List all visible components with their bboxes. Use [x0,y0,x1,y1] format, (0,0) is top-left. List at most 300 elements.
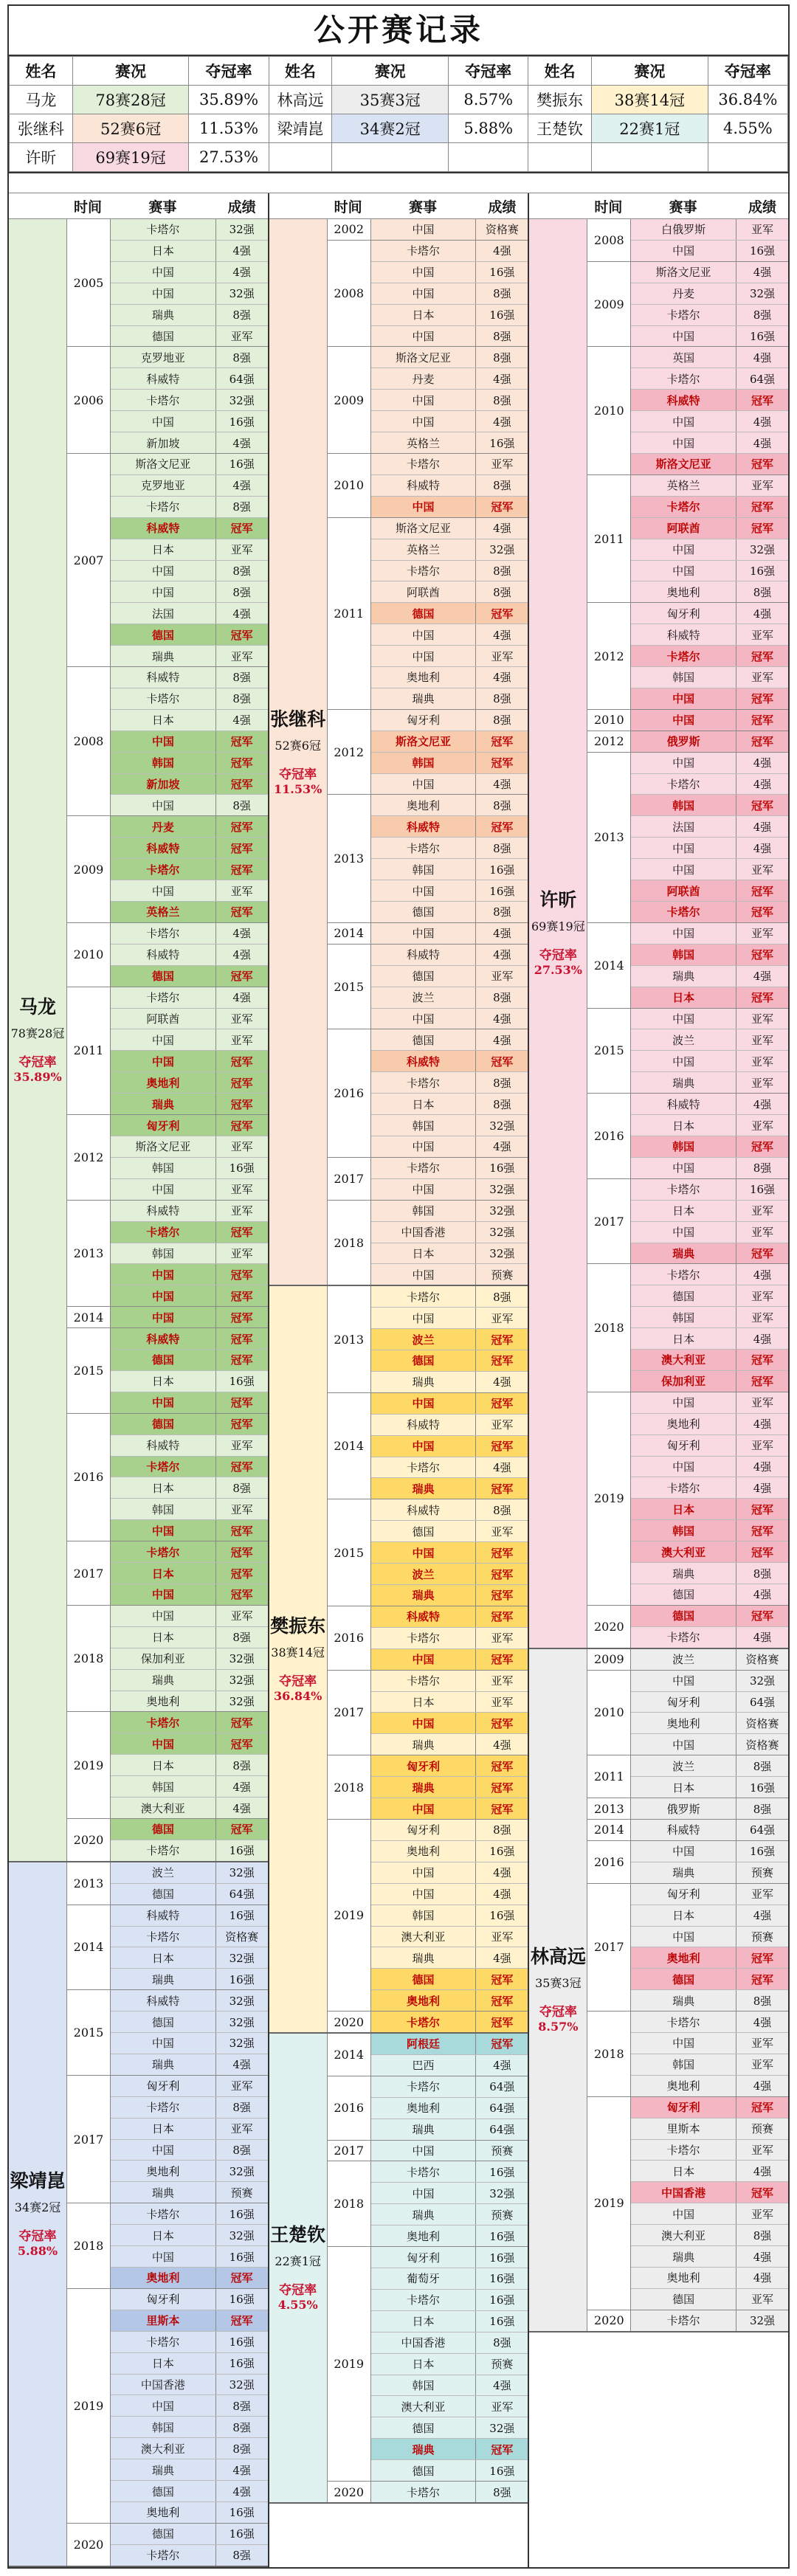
event-result: 亚军 [751,1396,774,1410]
event-name: 科威特 [111,1905,216,1926]
event-row [111,1520,268,1541]
event-name: 新加坡 [111,432,216,453]
event-result: 冠军 [230,2271,253,2285]
event-name: 科威特 [371,1051,477,1071]
event-row [111,2033,268,2054]
event-result: 亚军 [751,1289,774,1303]
year-list [328,219,528,1285]
event-result: 冠军 [751,649,774,663]
event-result: 32强 [229,2164,255,2178]
event-list [631,1264,788,1391]
event-result: 32强 [229,1994,255,2008]
event-result: 32强 [229,2037,255,2051]
event-name: 卡塔尔 [631,1179,736,1200]
event-row [631,1563,788,1584]
event-name: 澳大利亚 [631,1350,736,1370]
event-row [631,603,788,624]
event-row [111,2417,268,2438]
event-list [631,1671,788,1755]
event-row [111,1435,268,1457]
year-block [67,2524,268,2566]
event-result: 预赛 [491,2358,514,2372]
event-name: 瑞典 [371,688,477,709]
event-result: 4强 [753,820,772,834]
event-name: 中国 [111,1392,216,1413]
summary-header-record: 赛况 [72,57,189,86]
event-name: 韩国 [631,2054,736,2075]
event-row [631,2140,788,2161]
event-name: 中国 [631,753,736,773]
event-row [631,753,788,774]
event-result: 亚军 [230,1439,253,1453]
year-block [587,710,788,731]
event-row [111,1947,268,1969]
event-row [631,390,788,411]
event-result: 16强 [229,1375,255,1389]
summary-player-record: 34赛2冠 [332,114,449,143]
event-result: 8强 [753,1802,772,1816]
event-row [631,283,788,305]
year-label: 2019 [587,2097,631,2310]
event-row [371,411,528,432]
event-name: 中国 [631,2033,736,2054]
event-name: 德国 [631,1606,736,1626]
event-name: 科威特 [371,475,477,496]
event-name: 卡塔尔 [111,1457,216,1477]
year-list [67,219,268,1861]
year-label: 2018 [587,2012,631,2096]
event-result: 亚军 [230,1012,253,1026]
player-info [9,1862,67,2566]
event-result: 亚军 [230,1140,253,1154]
event-list [631,475,788,602]
event-name: 德国 [371,603,477,624]
event-result: 16强 [229,1972,255,1986]
event-name: 中国 [371,624,477,645]
event-row [111,731,268,753]
event-result: 4强 [493,415,511,429]
event-row [631,1671,788,1692]
event-name: 韩国 [111,1499,216,1519]
year-label: 2018 [328,1755,371,1819]
year-block [328,945,528,1030]
event-name: 日本 [111,1627,216,1648]
event-row [111,646,268,666]
summary-header-name: 姓名 [528,57,592,86]
event-result: 32强 [489,1183,515,1197]
event-row [371,1820,528,1841]
year-label: 2011 [587,1755,631,1798]
event-result: 8强 [493,479,511,493]
event-name: 日本 [111,1563,216,1584]
header-player [9,193,66,218]
event-result: 16强 [229,1161,255,1175]
event-row [371,1179,528,1200]
event-row [111,795,268,815]
event-result: 4强 [753,1418,772,1432]
event-row [631,1477,788,1499]
event-name: 里斯本 [631,2119,736,2139]
event-row [111,2225,268,2246]
event-name: 科威特 [631,1094,736,1114]
year-block [328,2482,528,2502]
event-name: 瑞典 [111,2182,216,2203]
player-name: 许昕 [539,889,577,911]
event-result: 冠军 [751,1375,774,1389]
event-name: 中国 [631,432,736,453]
event-row [371,561,528,582]
event-row [371,1841,528,1862]
summary-player-name: 张继科 [10,114,73,143]
event-row [111,1819,268,1840]
year-block [67,923,268,987]
event-row [631,1905,788,1927]
event-name: 德国 [631,2289,736,2310]
year-label: 2012 [587,731,631,752]
event-name: 匈牙利 [631,1884,736,1905]
event-name: 日本 [631,1201,736,1221]
event-name: 保加利亚 [111,1648,216,1669]
event-name: 中国 [111,283,216,304]
event-result: 64强 [489,2102,515,2116]
event-name: 瑞典 [111,1094,216,1114]
event-result: 亚军 [491,1311,514,1325]
event-result: 4强 [493,522,511,536]
event-row [631,646,788,667]
event-row [371,2034,528,2055]
event-name: 中国 [371,2141,477,2161]
event-row [631,1029,788,1051]
event-row [371,1201,528,1222]
event-result: 4强 [232,2485,251,2499]
event-list [111,1307,268,1327]
event-row [371,1777,528,1798]
event-name: 中国 [631,838,736,858]
year-list [67,1862,268,2566]
event-name: 中国 [371,880,477,901]
event-row [371,454,528,475]
event-result: 冠军 [491,607,514,621]
event-result: 64强 [229,1888,255,1902]
event-name: 卡塔尔 [111,2203,216,2224]
event-row [111,1648,268,1670]
event-result: 冠军 [491,2037,514,2051]
year-block [587,2310,788,2331]
event-name: 卡塔尔 [111,859,216,880]
event-name: 科威特 [111,667,216,688]
event-row [111,1499,268,1520]
event-name: 瑞典 [111,305,216,325]
year-label: 2009 [587,1649,631,1670]
event-name: 斯洛文尼亚 [111,1136,216,1157]
year-label: 2008 [67,667,111,815]
event-name: 科威特 [371,945,477,965]
event-row [631,1350,788,1371]
event-result: 冠军 [491,1716,514,1730]
event-result: 亚军 [491,1524,514,1539]
event-result: 4强 [753,2250,772,2264]
event-row [631,1841,788,1862]
year-block [67,816,268,923]
event-row [111,1776,268,1798]
event-row [111,475,268,497]
event-row [631,1136,788,1158]
event-row [111,880,268,902]
event-name: 中国 [631,561,736,581]
event-row [631,1051,788,1072]
event-row [371,1734,528,1755]
event-name: 中国香港 [111,2375,216,2395]
event-name: 匈牙利 [111,1115,216,1136]
event-row [111,326,268,347]
event-list [371,1286,528,1392]
event-name: 中国 [371,1009,477,1029]
event-name: 瑞典 [631,1990,736,2011]
event-result: 16强 [229,1909,255,1923]
event-name: 波兰 [631,1649,736,1670]
event-name: 中国 [111,411,216,432]
event-row [371,923,528,944]
event-row [371,1884,528,1905]
event-row [371,1542,528,1564]
event-result: 亚军 [751,671,774,685]
event-name: 科威特 [371,816,477,837]
event-row [371,1029,528,1051]
event-result: 冠军 [491,756,514,770]
event-row [111,432,268,453]
event-name: 卡塔尔 [631,1477,736,1498]
event-result: 8强 [753,585,772,599]
event-result: 16强 [489,2272,515,2286]
event-row [631,987,788,1008]
event-row [371,753,528,774]
event-name: 卡塔尔 [631,2310,736,2331]
event-result: 冠军 [751,457,774,472]
event-name: 卡塔尔 [111,1222,216,1243]
event-list [371,2161,528,2246]
year-label: 2010 [587,347,631,474]
records-grid [9,193,788,2567]
win-rate-label: 夺冠率 [279,2283,317,2298]
event-row [371,2098,528,2119]
event-result: 8强 [493,393,511,407]
year-label: 2020 [67,1819,111,1861]
year-block [328,1499,528,1606]
event-result: 冠军 [230,1588,253,1602]
event-list [371,1820,528,2011]
header-time: 时间 [594,198,623,215]
event-name: 德国 [371,1969,477,1989]
header-result: 成绩 [748,198,777,215]
event-name: 日本 [371,2311,477,2332]
event-name: 卡塔尔 [111,2097,216,2118]
event-list [371,1606,528,1670]
event-name: 卡塔尔 [371,1158,477,1178]
event-row [371,2417,528,2439]
event-row [631,1285,788,1307]
event-result: 冠军 [491,820,514,834]
event-name: 匈牙利 [631,603,736,624]
event-list [631,923,788,1008]
summary-player-record: 52赛6冠 [72,114,189,143]
event-result: 冠军 [491,1354,514,1368]
event-result: 8强 [493,1823,511,1837]
year-label: 2018 [67,2203,111,2288]
year-block [328,1820,528,2012]
event-list [111,219,268,346]
event-list [631,347,788,474]
event-row [371,1947,528,1969]
event-result: 冠军 [491,1440,514,1454]
event-result: 预赛 [491,1268,514,1282]
summary-player-record: 38赛14冠 [591,86,708,114]
event-list [371,2012,528,2032]
event-result: 16强 [229,457,255,472]
event-name: 卡塔尔 [371,561,477,581]
event-result: 32强 [749,1674,776,1688]
event-name: 德国 [111,1350,216,1370]
year-block [587,219,788,262]
win-rate: 11.53% [274,781,322,796]
event-row [111,966,268,987]
summary-header-record: 赛况 [332,57,449,86]
event-result: 32强 [229,2378,255,2392]
event-result: 冠军 [751,1545,774,1559]
player-block [269,2034,528,2504]
event-row [111,411,268,432]
event-row [371,1969,528,1990]
year-label: 2014 [67,1905,111,1990]
event-list [371,219,528,240]
summary-header-rate: 夺冠率 [708,57,787,86]
event-result: 4强 [753,1460,772,1474]
event-row [111,2502,268,2523]
event-row [111,624,268,646]
event-result: 冠军 [751,2186,774,2200]
event-row [631,1927,788,1948]
event-name: 科威特 [631,1820,736,1840]
event-name: 卡塔尔 [631,1264,736,1285]
summary-header-record: 赛况 [591,57,708,86]
event-name: 德国 [631,1285,736,1306]
event-row [111,262,268,283]
event-result: 亚军 [751,927,774,941]
event-name: 德国 [111,1414,216,1434]
event-name: 瑞典 [111,646,216,666]
event-row [371,1072,528,1094]
event-name: 瑞典 [111,2459,216,2480]
event-row [371,1158,528,1179]
event-name: 瑞典 [371,1734,477,1755]
event-row [111,2438,268,2459]
event-name: 匈牙利 [111,2076,216,2096]
event-name: 卡塔尔 [111,2332,216,2352]
event-result: 4强 [753,2271,772,2285]
event-name: 中国 [371,219,477,240]
event-result: 8强 [493,329,511,343]
event-result: 冠军 [230,1524,253,1538]
summary-header-rate: 夺冠率 [449,57,528,86]
event-row [371,646,528,667]
event-result: 32强 [489,1246,515,1260]
event-row [631,1713,788,1734]
year-label: 2017 [587,1179,631,1264]
event-name: 卡塔尔 [371,2012,477,2032]
event-row [371,262,528,283]
event-name: 匈牙利 [631,1692,736,1713]
year-label: 2010 [587,710,631,731]
event-result: 16强 [229,2293,255,2307]
event-name: 科威特 [111,945,216,965]
event-result: 4强 [493,1461,511,1475]
year-label: 2015 [67,1328,111,1413]
event-name: 中国香港 [631,2182,736,2203]
event-name: 韩国 [631,795,736,815]
event-result: 亚军 [491,1695,514,1709]
year-label: 2012 [67,1115,111,1200]
event-result: 4强 [493,1140,511,1154]
event-row [111,2289,268,2310]
year-block [67,1990,268,2076]
event-list [631,1755,788,1798]
event-row [371,475,528,497]
event-name: 日本 [631,987,736,1008]
event-result: 64强 [489,2080,515,2094]
event-name: 科威特 [111,1435,216,1456]
event-result: 预赛 [751,1866,774,1880]
event-name: 中国 [371,1542,477,1563]
event-row [111,2332,268,2353]
year-block [328,518,528,710]
summary-header-rate: 夺冠率 [189,57,269,86]
event-result: 4强 [493,1951,511,1965]
event-name: 奥地利 [631,1947,736,1968]
event-name: 日本 [111,539,216,560]
year-block [587,603,788,710]
event-row [111,2182,268,2203]
year-label: 2013 [587,753,631,922]
event-name: 卡塔尔 [111,1541,216,1562]
event-row [111,1328,268,1350]
event-result: 4强 [493,244,511,258]
event-name: 中国 [111,1179,216,1200]
year-block [67,347,268,454]
year-block [67,1819,268,1861]
event-row [111,518,268,539]
event-name: 澳大利亚 [111,1798,216,1818]
event-row [371,1692,528,1713]
event-result: 32强 [489,2421,515,2435]
summary-player-rate: 5.88% [449,114,528,143]
win-rate: 36.84% [274,1689,322,1704]
event-row [631,1371,788,1392]
event-result: 8强 [493,841,511,855]
player-record: 69赛19冠 [531,919,585,934]
year-block [328,241,528,348]
event-name: 德国 [111,2012,216,2032]
event-name: 卡塔尔 [111,923,216,944]
event-name: 英格兰 [111,902,216,922]
player-record: 34赛2冠 [14,2200,61,2214]
event-name: 日本 [371,305,477,325]
event-row [371,2290,528,2311]
year-label: 2009 [67,816,111,922]
event-name: 阿根廷 [371,2034,477,2054]
player-block [9,219,268,1862]
event-result: 8强 [753,2228,772,2242]
event-result: 冠军 [751,905,774,919]
event-result: 4强 [493,1738,511,1752]
